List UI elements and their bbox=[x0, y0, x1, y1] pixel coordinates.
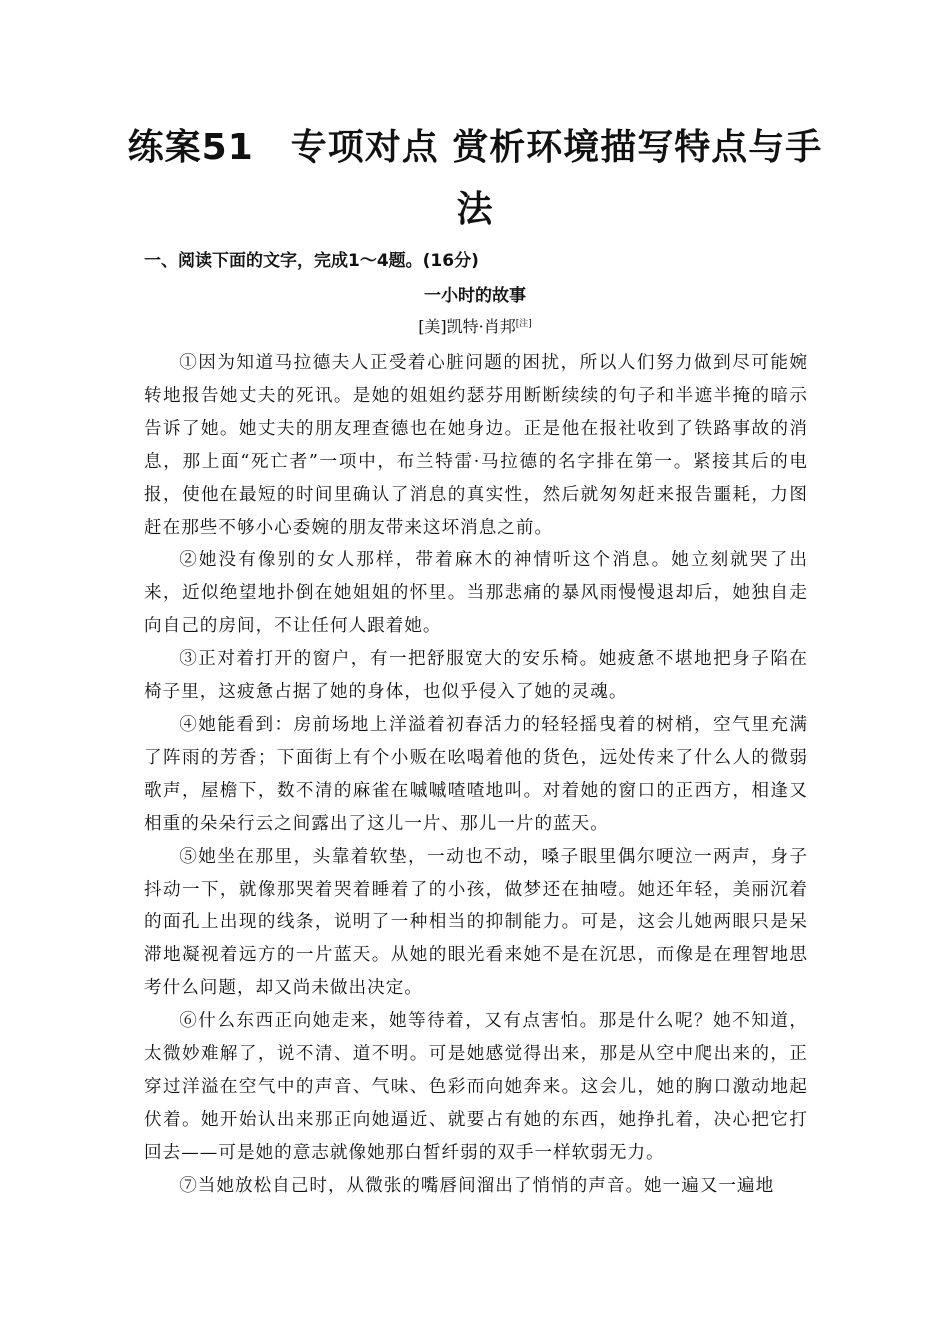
paragraph-4: ④她能看到：房前场地上洋溢着初春活力的轻轻摇曳着的树梢，空气里充满了阵雨的芳香；下面街上有个小贩在吆喝着他的货色，远处传来了什么人的微弱歌声，屋檐下，数不清的麻雀在嘁嘁喳喳地叫。对着她的窗口的正西方，相逢又相重的朵朵行云之间露出了这儿一片、那儿一片的蓝天。 bbox=[144, 714, 808, 834]
section-heading: 一、阅读下面的文字，完成1～4题。(16分) bbox=[144, 251, 479, 271]
story-body bbox=[144, 347, 808, 1203]
paragraph-6: ⑥什么东西正向她走来，她等待着，又有点害怕。那是什么呢？她不知道，太微妙难解了，说不清、道不明。可是她感觉得出来，那是从空中爬出来的，正穿过洋溢在空气中的声音、气味、色彩而向她奔来。这会儿，她的胸口激动地起伏着。她开始认出来那正向她逼近、就要占有她的东西，她挣扎着，决心把它打回去——可是她的意志就像她那白皙纤弱的双手一样软弱无力。 bbox=[144, 1011, 808, 1163]
paragraph-5: ⑤她坐在那里，头靠着软垫，一动也不动，嗓子眼里偶尔哽泣一两声，身子抖动一下，就像那哭着哭着睡着了的小孩，做梦还在抽噎。她还年轻，美丽沉着的面孔上出现的线条，说明了一种相当的抑制能力。可是，这会儿她两眼只是呆滞地凝视着远方的一片蓝天。从她的眼光看来她不是在沉思，而像是在理智地思考什么问题，却又尚未做出决定。 bbox=[144, 846, 808, 999]
story-author bbox=[0, 317, 950, 337]
paragraph-3: ③正对着打开的窗户，有一把舒服宽大的安乐椅。她疲惫不堪地把身子陷在椅子里，这疲惫占据了她的身体，也似乎侵入了她的灵魂。 bbox=[144, 649, 808, 703]
paragraph-2: ②她没有像别的女人那样，带着麻木的神情听这个消息。她立刻就哭了出来，近似绝望地扑倒在她姐姐的怀里。当那悲痛的暴风雨慢慢退却后，她独自走向自己的房间，不让任何人跟着她。 bbox=[144, 550, 808, 637]
paragraph-1: ①因为知道马拉德夫人正受着心脏问题的困扰，所以人们努力做到尽可能婉转地报告她丈夫的死讯。是她的姐姐约瑟芬用断断续续的句子和半遮半掩的暗示告诉了她。她丈夫的朋友理查德也在她身边。正是他在报社收到了铁路事故的消息，那上面“死亡者”一项中，布兰特雷·马拉德的名字排在第一。紧接其后的电报，使他在最短的时间里确认了消息的真实性，然后就匆匆赶来报告噩耗，力图赶在那些不够小心委婉的朋友带来这坏消息之前。 bbox=[144, 353, 808, 538]
author-name: [美]凯特·肖邦 bbox=[418, 317, 516, 336]
paragraph-7: ⑦当她放松自己时，从微张的嘴唇间溜出了悄悄的声音。她一遍又一遍地 bbox=[179, 1175, 775, 1196]
page-title: 练案51 专项对点 赏析环境描写特点与手 bbox=[127, 127, 823, 168]
page-title-continued: 法 bbox=[456, 189, 494, 230]
author-footnote-marker: [注] bbox=[515, 319, 532, 329]
story-title: 一小时的故事 bbox=[424, 286, 526, 306]
